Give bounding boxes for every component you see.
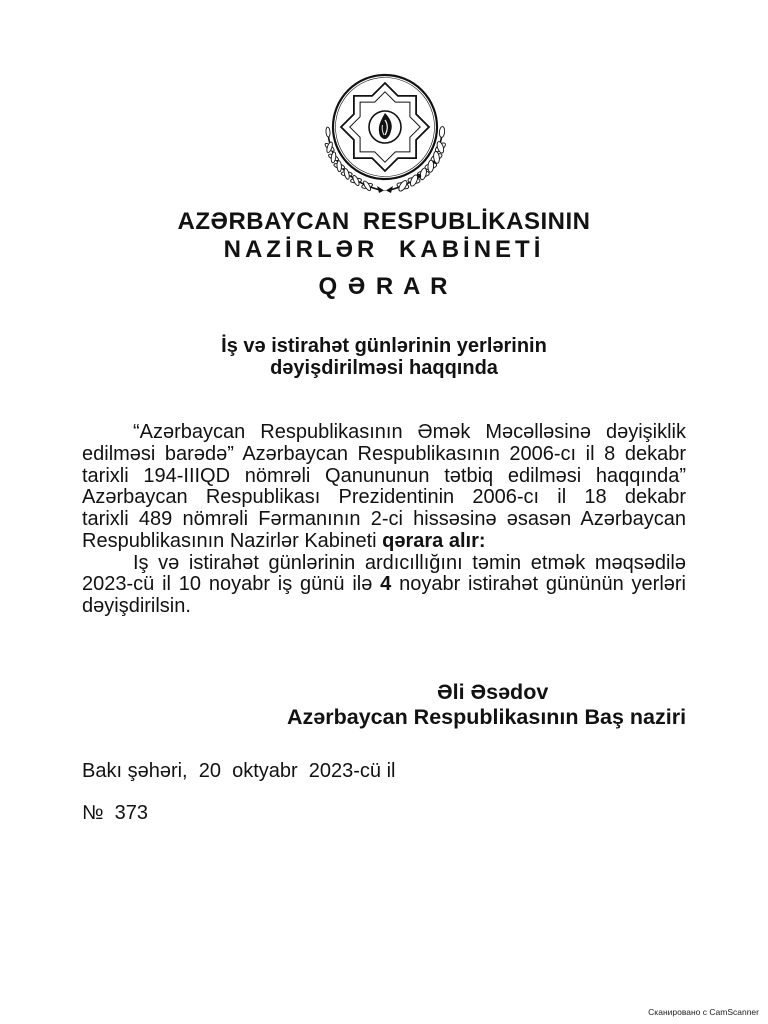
- decision-phrase: qərara alır:: [382, 530, 486, 552]
- body-line-text: Respublikasının Nazirlər Kabineti: [82, 530, 383, 552]
- place-and-date: Bakı şəhəri, 20 oktyabr 2023-cü il: [82, 760, 396, 782]
- issuer-title-line-1: AZƏRBAYCAN RESPUBLİKASININ: [177, 208, 591, 235]
- body-line-text: tarixli 194-IIIQD nömrəli Qanununun tətbiq edilməsi haqqında”: [82, 465, 686, 487]
- body-line: [82, 422, 686, 444]
- ribbon-icon: [377, 186, 393, 193]
- document-type-title: Q Ə R A R: [318, 273, 450, 300]
- body-line-text: noyabr istirahət gününün yerləri: [391, 574, 686, 596]
- body-line: [82, 553, 686, 575]
- signatory-name: Əli Əsədov: [437, 680, 549, 704]
- decree-body: [82, 422, 686, 618]
- body-line-text: 2023-cü il 10 noyabr iş günü ilə: [82, 574, 381, 596]
- body-line: [82, 444, 686, 466]
- state-emblem-icon: [320, 72, 450, 194]
- body-line: [82, 531, 686, 553]
- issuer-title-line-2: NAZİRLƏR KABİNETİ: [223, 236, 545, 263]
- body-line: [82, 509, 686, 531]
- subject-line-2: dəyişdirilməsi haqqında: [270, 357, 498, 379]
- scanner-watermark: Сканировано с CamScanner: [648, 1007, 759, 1017]
- body-line-text: “Azərbaycan Respublikasının Əmək Məcəlləsinə dəyişiklik: [133, 422, 686, 443]
- body-line-text: tarixli 489 nömrəli Fərmanının 2-ci hissəsinə əsasən Azərbaycan: [82, 509, 686, 530]
- body-line-text: dəyişdirilsin.: [82, 596, 191, 617]
- body-line: [82, 574, 686, 596]
- subject-line-1: İş və istirahət günlərinin yerlərinin: [221, 335, 547, 357]
- body-line: [82, 487, 686, 509]
- body-line: [82, 466, 686, 488]
- body-line-text: İş və istirahət günlərinin ardıcıllığını təmin etmək məqsədilə: [133, 552, 686, 574]
- bold-date-number: 4: [380, 574, 392, 596]
- document-number: № 373: [82, 802, 148, 824]
- signatory-position: Azərbaycan Respublikasının Baş naziri: [287, 705, 687, 729]
- body-line-text: Azərbaycan Respublikası Prezidentinin 2006-cı il 18 dekabr: [82, 487, 686, 509]
- body-line-text: edilməsi barədə” Azərbaycan Respublikasının 2006-cı il 8 dekabr: [82, 443, 686, 465]
- body-line: [82, 596, 686, 618]
